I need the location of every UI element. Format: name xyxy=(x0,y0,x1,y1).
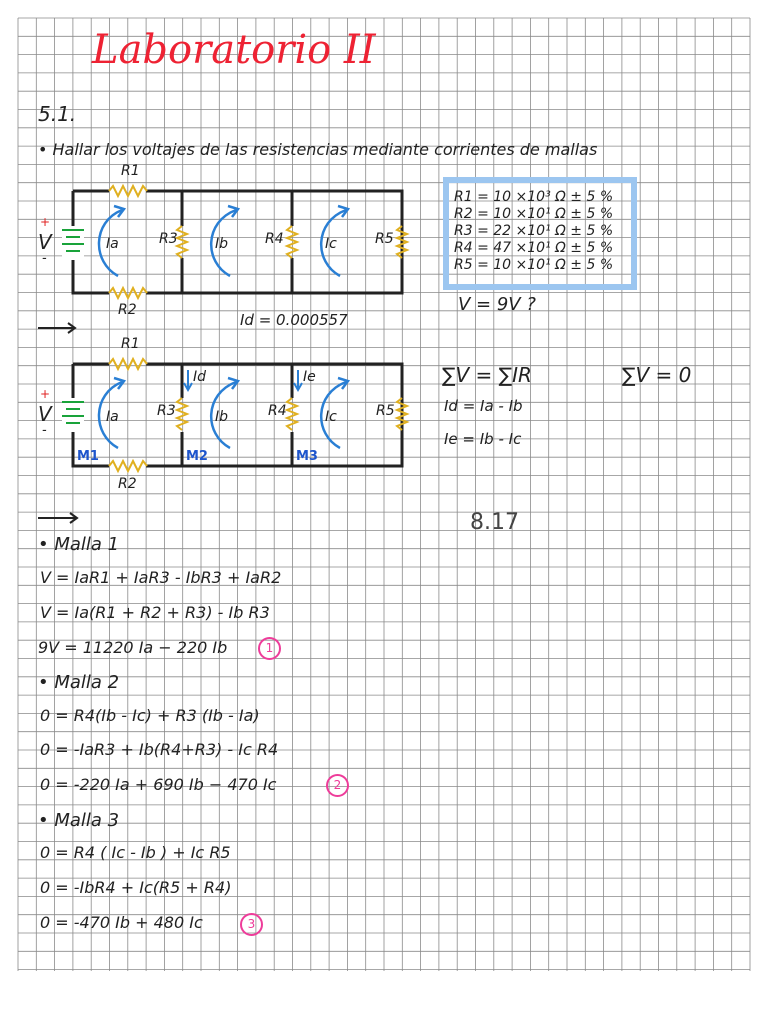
problem-statement: • Hallar los voltajes de las resistencias mediante corrientes de mallas xyxy=(38,140,598,159)
c1-r2-label: R2 xyxy=(118,302,137,318)
c2-minus: - xyxy=(42,423,47,438)
table-row-r2: R2 = 10 ×10¹ Ω ± 5 % xyxy=(454,206,614,222)
malla3-line3: 0 = -470 Ib + 480 Ic xyxy=(40,913,203,932)
ie-equation: Ie = Ib - Ic xyxy=(444,430,522,448)
malla2-tag: 2 xyxy=(326,774,349,797)
c2-ic-label: Ic xyxy=(325,409,337,425)
circuit-2-resistors xyxy=(109,359,407,471)
malla1-line1: V = IaR1 + IaR3 - IbR3 + IaR2 xyxy=(40,568,282,587)
c2-m1-label: M1 xyxy=(77,449,99,464)
section-number: 5.1. xyxy=(38,102,77,126)
c1-r3-label: R3 xyxy=(159,231,178,247)
c1-minus: - xyxy=(42,251,47,266)
c2-r4-label: R4 xyxy=(268,403,287,419)
malla1-line3: 9V = 11220 Ia − 220 Ib xyxy=(38,638,228,657)
id-note: Id = 0.000557 xyxy=(240,311,348,329)
circuit-1-resistors xyxy=(109,186,407,298)
table-row-r1: R1 = 10 ×10³ Ω ± 5 % xyxy=(454,189,614,205)
c2-ie-label: Ie xyxy=(303,369,316,385)
id-equation: Id = Ia - Ib xyxy=(444,397,523,415)
malla3-line2: 0 = -IbR4 + Ic(R5 + R4) xyxy=(40,878,232,897)
table-row-r4: R4 = 47 ×10¹ Ω ± 5 % xyxy=(454,240,614,256)
c2-ib-label: Ib xyxy=(215,409,229,425)
malla3-heading: • Malla 3 xyxy=(38,810,120,831)
note-817: 8.17 xyxy=(470,510,519,535)
c2-r3-label: R3 xyxy=(157,403,176,419)
sum-zero-equation: ∑V = 0 xyxy=(622,363,692,387)
c2-r1-label: R1 xyxy=(121,336,140,352)
table-row-r5: R5 = 10 ×10¹ Ω ± 5 % xyxy=(454,257,614,273)
malla1-line2: V = Ia(R1 + R2 + R3) - Ib R3 xyxy=(40,603,270,622)
table-row-r3: R3 = 22 ×10¹ Ω ± 5 % xyxy=(454,223,614,239)
circuit-2-battery xyxy=(62,398,84,432)
c2-v-label: V xyxy=(38,402,52,426)
c1-plus: + xyxy=(40,215,51,229)
malla1-heading: • Malla 1 xyxy=(38,534,120,555)
malla2-line1: 0 = R4(Ib - Ic) + R3 (Ib - Ia) xyxy=(40,706,260,725)
malla2-line2: 0 = -IaR3 + Ib(R4+R3) - Ic R4 xyxy=(40,740,279,759)
c1-r5-label: R5 xyxy=(375,231,394,247)
c1-r4-label: R4 xyxy=(265,231,284,247)
c1-ic-label: Ic xyxy=(325,236,337,252)
c1-r1-label: R1 xyxy=(121,163,140,179)
c2-m3-label: M3 xyxy=(296,449,318,464)
c2-r5-label: R5 xyxy=(376,403,395,419)
malla2-line3: 0 = -220 Ia + 690 Ib − 470 Ic xyxy=(40,775,277,794)
c2-plus: + xyxy=(40,387,51,401)
grid-lines xyxy=(18,18,750,971)
malla3-line1: 0 = R4 ( Ic - Ib ) + Ic R5 xyxy=(40,843,231,862)
c1-ia-label: Ia xyxy=(106,236,119,252)
voltage-question: V = 9V ? xyxy=(458,294,536,315)
c2-m2-label: M2 xyxy=(186,449,208,464)
c2-r2-label: R2 xyxy=(118,476,137,492)
resistor-table xyxy=(454,190,613,272)
circuit-1-battery xyxy=(62,226,84,260)
malla2-heading: • Malla 2 xyxy=(38,672,120,693)
page-title: Laboratorio II xyxy=(92,27,376,73)
c1-ib-label: Ib xyxy=(215,236,229,252)
kvl-equation: ∑V = ∑IR xyxy=(442,363,532,387)
malla3-tag: 3 xyxy=(240,913,263,936)
c2-ia-label: Ia xyxy=(106,409,119,425)
c1-v-label: V xyxy=(38,230,52,254)
c2-id-label: Id xyxy=(193,369,207,385)
malla1-tag: 1 xyxy=(258,637,281,660)
